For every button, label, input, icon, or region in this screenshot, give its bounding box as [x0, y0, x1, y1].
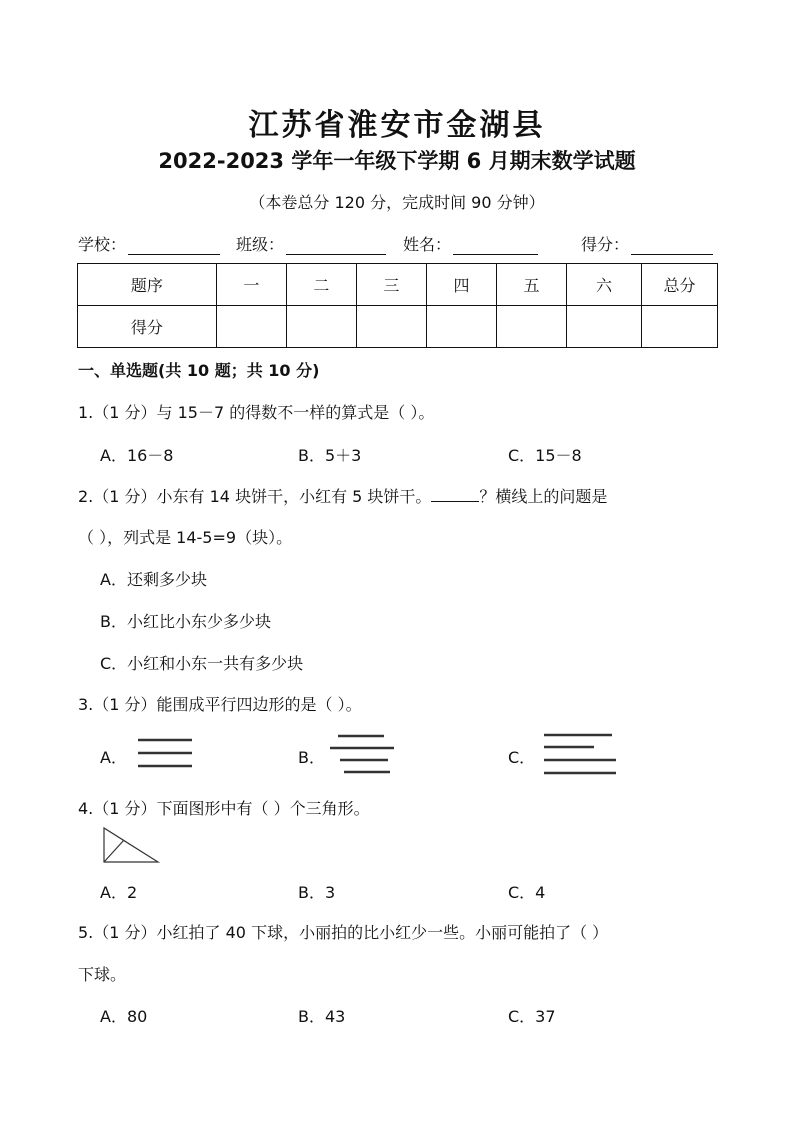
score-entry-cell[interactable] — [356, 306, 426, 348]
q1-option-b[interactable]: B．5＋3 — [298, 446, 362, 465]
exam-title: 2022-2023 学年一年级下学期 6 月期末数学试题 — [158, 149, 636, 173]
score-entry-cell[interactable] — [286, 306, 356, 348]
q3-option-b[interactable]: B． — [298, 748, 325, 767]
score-table-cell: 二 — [286, 264, 356, 306]
q4-option-c[interactable]: C．4 — [508, 883, 546, 902]
q5-option-b[interactable]: B．43 — [298, 1007, 346, 1026]
question-5-line2: 下球。 — [78, 965, 127, 984]
score-label: 得分： — [581, 235, 630, 254]
q2-blank — [431, 485, 479, 502]
q1-option-a[interactable]: A．16－8 — [100, 446, 174, 465]
q5-option-c[interactable]: C．37 — [508, 1007, 556, 1026]
q4-option-b[interactable]: B．3 — [298, 883, 336, 902]
q1-option-c[interactable]: C．15－8 — [508, 446, 582, 465]
big-triangle — [104, 828, 158, 862]
question-2 — [78, 484, 607, 507]
name-field — [403, 232, 538, 255]
q2-text-part1: 2.（1 分）小东有 14 块饼干，小红有 5 块饼干。 — [78, 487, 432, 506]
score-table-cell: 五 — [497, 264, 567, 306]
score-entry-cell[interactable] — [426, 306, 496, 348]
question-3: 3.（1 分）能围成平行四边形的是（ ）。 — [78, 695, 362, 714]
question-5: 5.（1 分）小红拍了 40 下球，小丽拍的比小红少一些。小丽可能拍了（ ） — [78, 923, 609, 942]
score-table-cell: 题序 — [78, 264, 217, 306]
exam-title-region: 江苏省淮安市金湖县 — [248, 108, 546, 143]
q3-option-a-sticks-figure — [134, 734, 198, 774]
score-table-cell: 一 — [216, 264, 286, 306]
class-blank[interactable] — [286, 236, 386, 255]
q5-option-a[interactable]: A．80 — [100, 1007, 148, 1026]
score-field — [581, 232, 713, 255]
score-blank[interactable] — [631, 236, 713, 255]
inner-line — [104, 840, 124, 862]
q2-option-a[interactable]: A．还剩多少块 — [100, 570, 207, 589]
score-table-score-row — [78, 306, 718, 348]
question-4: 4.（1 分）下面图形中有（ ）个三角形。 — [78, 799, 370, 818]
exam-subtitle: （本卷总分 120 分，完成时间 90 分钟） — [249, 193, 545, 212]
q2-option-b[interactable]: B．小红比小东少多少块 — [100, 612, 271, 631]
question-1: 1.（1 分）与 15－7 的得数不一样的算式是（ ）。 — [78, 403, 435, 422]
score-table-cell: 总分 — [642, 264, 718, 306]
score-table-cell: 得分 — [78, 306, 217, 348]
school-label: 学校： — [78, 235, 127, 254]
q2-option-c[interactable]: C．小红和小东一共有多少块 — [100, 654, 304, 673]
score-entry-cell[interactable] — [642, 306, 718, 348]
score-table — [77, 263, 718, 348]
score-table-cell: 三 — [356, 264, 426, 306]
class-field — [236, 232, 386, 255]
question-2-line2: （ ），列式是 14-5=9（块）。 — [78, 528, 293, 547]
q4-option-a[interactable]: A．2 — [100, 883, 138, 902]
score-table-cell: 六 — [567, 264, 642, 306]
school-blank[interactable] — [128, 236, 220, 255]
q3-option-c[interactable]: C． — [508, 748, 536, 767]
score-table-header-row — [78, 264, 718, 306]
score-table-cell: 四 — [426, 264, 496, 306]
q3-option-b-sticks-figure — [328, 732, 398, 778]
score-entry-cell[interactable] — [497, 306, 567, 348]
q3-option-c-sticks-figure — [540, 730, 620, 778]
q3-option-a[interactable]: A． — [100, 748, 127, 767]
score-entry-cell[interactable] — [567, 306, 642, 348]
class-label: 班级： — [236, 235, 285, 254]
q2-text-part2: ？横线上的问题是 — [479, 487, 608, 506]
name-blank[interactable] — [453, 236, 538, 255]
student-info-row — [78, 232, 720, 256]
school-field — [78, 232, 220, 255]
q4-triangle-figure — [102, 826, 162, 866]
name-label: 姓名： — [403, 235, 452, 254]
score-entry-cell[interactable] — [216, 306, 286, 348]
section-heading: 一、单选题(共 10 题；共 10 分) — [78, 361, 320, 380]
